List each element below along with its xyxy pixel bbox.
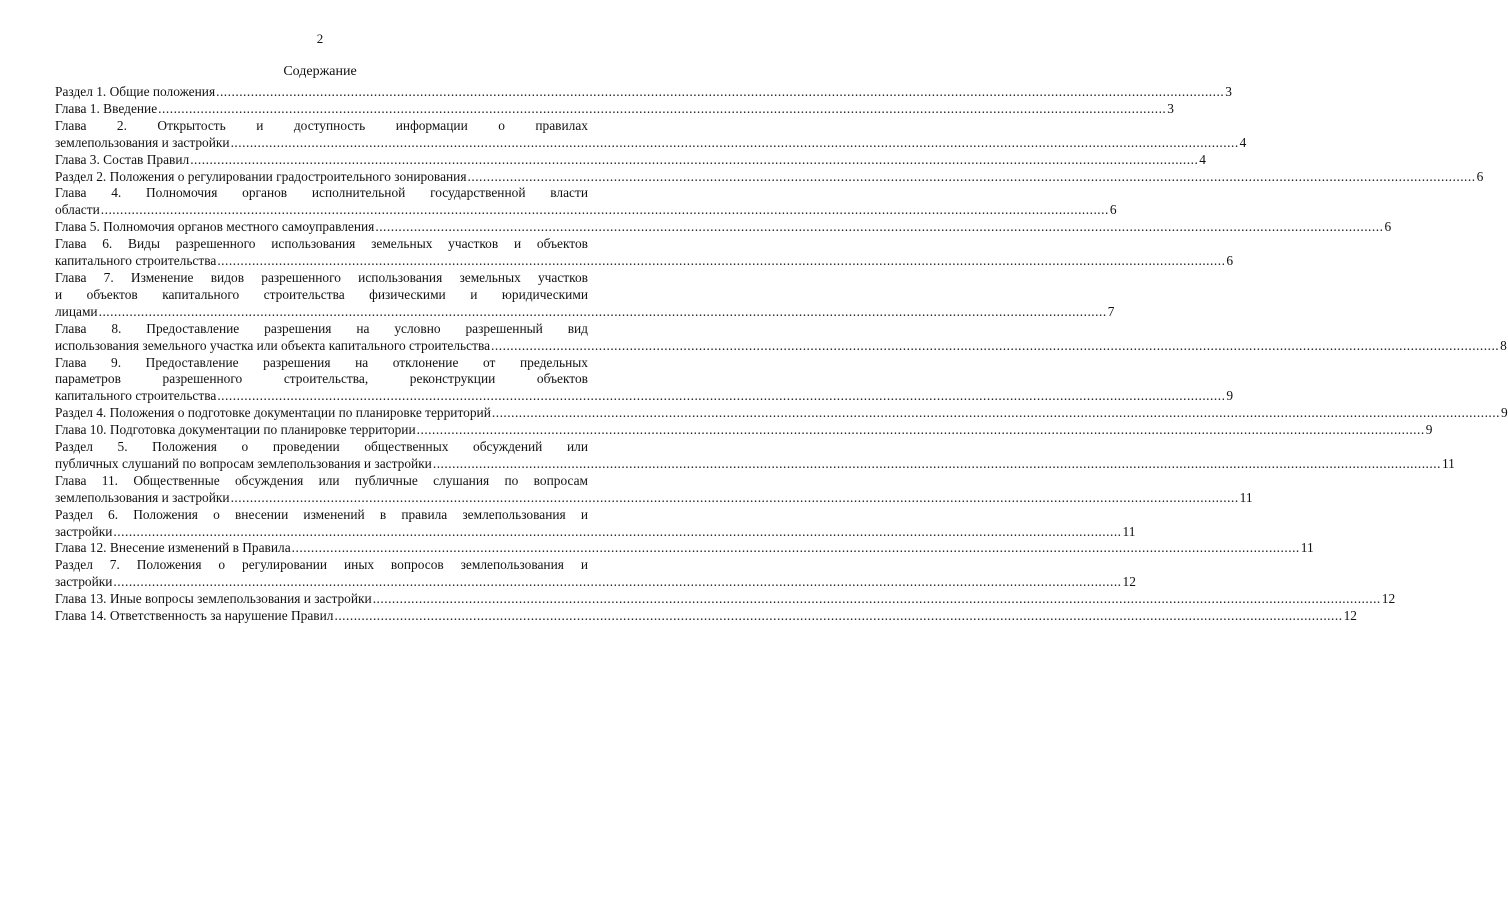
- toc-entry-title: Раздел 2. Положения о регулировании градостроительного зонирования: [55, 168, 467, 184]
- dot-leader: ......................................................................................................................................................................................................................................................................: [190, 151, 1199, 167]
- toc-entry[interactable]: [55, 608, 1357, 625]
- toc-page-number: 9: [1425, 422, 1433, 438]
- toc-entry[interactable]: [55, 117, 1247, 152]
- dot-leader: ......................................................................................................................................................................................................................................................................: [216, 84, 1225, 99]
- toc-page-number: 3: [1167, 100, 1174, 116]
- toc-entry-title: Глава 13. Иные вопросы землепользования и застройки: [55, 591, 372, 607]
- toc-entry-text-line: параметров разрешенного строительства, реконструкции объектов: [55, 371, 588, 387]
- toc-entry-title: Глава 12. Внесение изменений в Правила: [55, 540, 291, 556]
- dot-leader: ......................................................................................................................................................................................................................................................................: [372, 591, 1381, 607]
- toc-entry[interactable]: [55, 151, 1206, 169]
- toc-title: Содержание: [283, 64, 357, 79]
- dot-leader: ......................................................................................................................................................................................................................................................................: [416, 422, 1425, 438]
- toc-entry-title: землепользования и застройки: [55, 134, 230, 150]
- dot-leader: ......................................................................................................................................................................................................................................................................: [230, 489, 1239, 505]
- toc-page-number: 4: [1199, 151, 1206, 167]
- toc-page-number: 11: [1441, 455, 1455, 471]
- dot-leader: ......................................................................................................................................................................................................................................................................: [158, 100, 1167, 116]
- toc-page-number: 8: [1500, 337, 1507, 353]
- toc-entry-text-line: и объектов капитального строительства физическими и юридическими: [55, 286, 588, 302]
- toc-entry-title: Глава 3. Состав Правил: [55, 151, 190, 167]
- toc-entry-text-line: Глава 11. Общественные обсуждения или публичные слушания по вопросам: [55, 472, 588, 488]
- dot-leader: ......................................................................................................................................................................................................................................................................: [113, 523, 1122, 539]
- dot-leader: ......................................................................................................................................................................................................................................................................: [467, 168, 1476, 184]
- table-of-contents: [55, 84, 1508, 625]
- toc-page-number: 3: [1225, 84, 1232, 99]
- dot-leader: ......................................................................................................................................................................................................................................................................: [100, 202, 1109, 218]
- toc-entry-title: застройки: [55, 523, 113, 539]
- toc-entry-title: публичных слушаний по вопросам землепользования и застройки: [55, 455, 432, 471]
- toc-entry[interactable]: [55, 320, 1507, 355]
- toc-entry-text-line: Глава 4. Полномочия органов исполнительной государственной власти: [55, 185, 588, 201]
- toc-entry-title: Раздел 1. Общие положения: [55, 84, 216, 99]
- dot-leader: ......................................................................................................................................................................................................................................................................: [491, 405, 1500, 421]
- toc-entry[interactable]: [55, 540, 1314, 557]
- toc-entry-title: Глава 10. Подготовка документации по планировке территории: [55, 422, 416, 438]
- toc-page-number: 11: [1239, 489, 1253, 505]
- toc-entry[interactable]: [55, 591, 1396, 608]
- toc-page-number: 7: [1107, 303, 1115, 319]
- toc-entry-title: Глава 14. Ответственность за нарушение Правил: [55, 608, 334, 624]
- toc-entry-title: Раздел 4. Положения о подготовке документации по планировке территорий: [55, 405, 491, 421]
- toc-entry[interactable]: [55, 422, 1433, 439]
- toc-entry-text-line: Глава 8. Предоставление разрешения на условно разрешенный вид: [55, 320, 588, 336]
- page-number: 2: [316, 31, 324, 46]
- dot-leader: ......................................................................................................................................................................................................................................................................: [98, 303, 1107, 319]
- toc-entry-text-line: Глава 9. Предоставление разрешения на отклонение от предельных: [55, 354, 588, 370]
- toc-entry-text-line: Раздел 7. Положения о регулировании иных вопросов землепользования и: [55, 557, 588, 573]
- toc-entry[interactable]: [55, 185, 1117, 219]
- toc-page-number: 4: [1239, 134, 1247, 150]
- toc-entry[interactable]: [55, 439, 1455, 473]
- dot-leader: ......................................................................................................................................................................................................................................................................: [217, 253, 1226, 269]
- toc-entry[interactable]: [55, 269, 1115, 321]
- toc-page-number: 6: [1109, 202, 1117, 218]
- toc-entry[interactable]: [55, 236, 1234, 270]
- dot-leader: ......................................................................................................................................................................................................................................................................: [432, 455, 1441, 471]
- toc-entry-title: лицами: [55, 303, 98, 319]
- dot-leader: ......................................................................................................................................................................................................................................................................: [230, 134, 1239, 150]
- toc-page-number: 9: [1226, 388, 1234, 404]
- dot-leader: ......................................................................................................................................................................................................................................................................: [375, 219, 1384, 235]
- toc-entry[interactable]: [55, 84, 1232, 101]
- toc-page-number: 12: [1381, 591, 1396, 607]
- toc-entry[interactable]: [55, 405, 1508, 422]
- dot-leader: ......................................................................................................................................................................................................................................................................: [291, 540, 1300, 556]
- toc-entry-text-line: Глава 2. Открытость и доступность информации о правилах: [55, 117, 588, 133]
- toc-entry[interactable]: [55, 219, 1392, 236]
- dot-leader: ......................................................................................................................................................................................................................................................................: [217, 388, 1226, 404]
- toc-page-number: 6: [1226, 253, 1234, 269]
- toc-entry-text-line: Глава 6. Виды разрешенного использования земельных участков и объектов: [55, 236, 588, 252]
- toc-page-number: 6: [1476, 168, 1484, 184]
- toc-entry[interactable]: [55, 354, 1234, 406]
- toc-entry[interactable]: [55, 168, 1484, 186]
- toc-entry-title: Глава 5. Полномочия органов местного самоуправления: [55, 219, 375, 235]
- toc-entry-title: капитального строительства: [55, 253, 217, 269]
- toc-entry-text-line: Глава 7. Изменение видов разрешенного использования земельных участков: [55, 269, 588, 285]
- toc-page-number: 11: [1122, 523, 1136, 539]
- toc-page-number: 9: [1500, 405, 1508, 421]
- toc-entry-title: застройки: [55, 574, 113, 590]
- toc-entry[interactable]: [55, 506, 1136, 541]
- toc-entry-title: Глава 1. Введение: [55, 100, 158, 116]
- dot-leader: ......................................................................................................................................................................................................................................................................: [491, 337, 1500, 353]
- toc-entry[interactable]: [55, 472, 1253, 507]
- toc-page-number: 11: [1300, 540, 1314, 556]
- toc-entry-text-line: Раздел 5. Положения о проведении общественных обсуждений или: [55, 439, 588, 455]
- toc-entry-title: области: [55, 202, 100, 218]
- toc-entry-text-line: Раздел 6. Положения о внесении изменений в правила землепользования и: [55, 506, 588, 522]
- toc-entry-title: землепользования и застройки: [55, 489, 230, 505]
- toc-entry[interactable]: [55, 100, 1174, 118]
- dot-leader: ......................................................................................................................................................................................................................................................................: [113, 574, 1122, 590]
- toc-page-number: 12: [1122, 574, 1136, 590]
- toc-page-number: 12: [1343, 608, 1357, 624]
- toc-entry[interactable]: [55, 557, 1136, 591]
- toc-entry-title: использования земельного участка или объекта капитального строительства: [55, 337, 491, 353]
- dot-leader: ......................................................................................................................................................................................................................................................................: [334, 608, 1343, 624]
- toc-entry-title: капитального строительства: [55, 388, 217, 404]
- toc-page-number: 6: [1384, 219, 1392, 235]
